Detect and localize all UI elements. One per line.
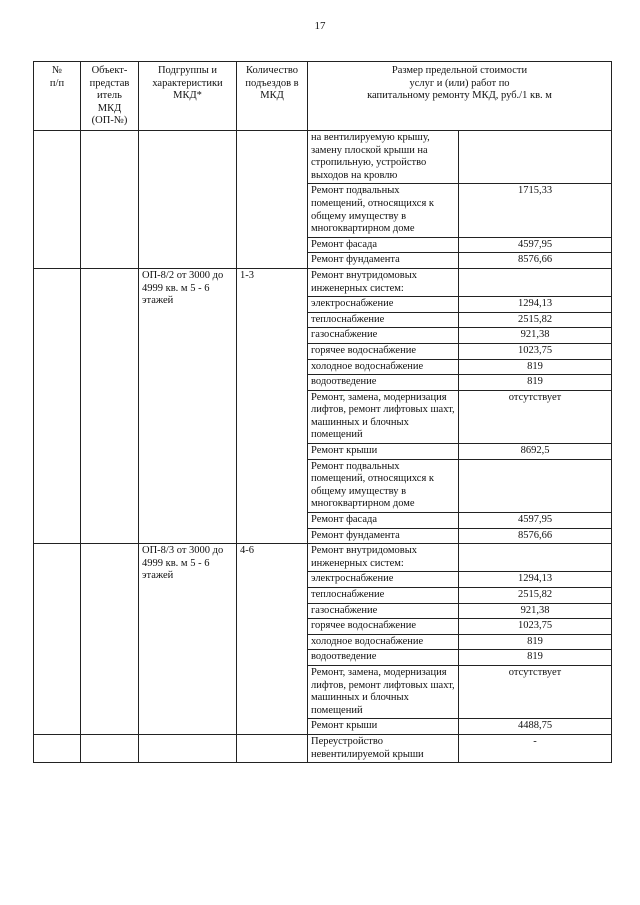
cell-value: 1023,75 — [459, 619, 612, 635]
cell-value: 4597,95 — [459, 237, 612, 253]
cell-work: Ремонт фасада — [308, 513, 459, 529]
cost-table — [33, 61, 612, 763]
cell-work: водоотведение — [308, 650, 459, 666]
cell-work: Ремонт внутридомовых инженерных систем: — [308, 544, 459, 572]
cell-value: 1715,33 — [459, 184, 612, 237]
cell-work: теплоснабжение — [308, 588, 459, 604]
cell-value: - — [459, 734, 612, 762]
cell-value: 2515,82 — [459, 312, 612, 328]
cell-work: Ремонт крыши — [308, 719, 459, 735]
cell-object — [81, 131, 139, 269]
cell-object — [81, 734, 139, 762]
header-subgroup — [139, 62, 237, 131]
cell-subgroup — [139, 734, 237, 762]
cell-work: Ремонт фундамента — [308, 253, 459, 269]
cell-value: 819 — [459, 359, 612, 375]
cell-value: 819 — [459, 634, 612, 650]
cell-value: 1023,75 — [459, 343, 612, 359]
header-entrances — [237, 62, 308, 131]
header-number-text: № п/п — [49, 65, 65, 89]
header-entrances-text: Количество подъездов в МКД — [245, 65, 299, 102]
cell-object — [81, 268, 139, 543]
cell-work: Переустройство невентилируемой крыши — [308, 734, 459, 762]
header-object-text: Объект- представ итель МКД (ОП-№) — [89, 65, 130, 127]
cell-work: Ремонт внутридомовых инженерных систем: — [308, 268, 459, 296]
cell-work: электроснабжение — [308, 572, 459, 588]
cell-work: Ремонт, замена, модернизация лифтов, ремонт лифтовых шахт, машинных и блочных помещений — [308, 390, 459, 443]
cell-value: 4597,95 — [459, 513, 612, 529]
cell-subgroup — [139, 131, 237, 269]
cell-work: Ремонт крыши — [308, 444, 459, 460]
header-number — [34, 62, 81, 131]
table-row — [34, 268, 612, 296]
cell-work: горячее водоснабжение — [308, 343, 459, 359]
cell-work: Ремонт подвальных помещений, относящихся к общему имуществу в многоквартирном доме — [308, 184, 459, 237]
cell-entrances — [237, 734, 308, 762]
cell-entrances: 4-6 — [237, 544, 308, 735]
cell-value: 8692,5 — [459, 444, 612, 460]
cell-entrances — [237, 131, 308, 269]
cell-value: 819 — [459, 375, 612, 391]
cell-object — [81, 544, 139, 735]
table-header — [34, 62, 612, 131]
cell-value — [459, 268, 612, 296]
cell-subgroup: ОП-8/2 от 3000 до 4999 кв. м 5 - 6 этажей — [139, 268, 237, 543]
cell-value: отсутствует — [459, 665, 612, 718]
cell-value: 819 — [459, 650, 612, 666]
header-cost-text: Размер предельной стоимости услуг и (или) работ по капитальному ремонту МКД, руб./1 кв. м — [367, 65, 552, 102]
cell-value: 8576,66 — [459, 528, 612, 544]
cell-work: горячее водоснабжение — [308, 619, 459, 635]
header-object — [81, 62, 139, 131]
header-subgroup-text: Подгруппы и характеристики МКД* — [152, 65, 223, 102]
page-number: 17 — [314, 20, 326, 32]
cell-value: 1294,13 — [459, 572, 612, 588]
table-row — [34, 544, 612, 572]
cell-value: 4488,75 — [459, 719, 612, 735]
cell-work: Ремонт фундамента — [308, 528, 459, 544]
cell-entrances: 1-3 — [237, 268, 308, 543]
cell-number — [34, 131, 81, 269]
cell-work: электроснабжение — [308, 297, 459, 313]
cell-work: Ремонт фасада — [308, 237, 459, 253]
cell-number — [34, 734, 81, 762]
cell-work: на вентилируемую крышу, замену плоской крыши на стропильную, устройство выходов на кровлю — [308, 131, 459, 184]
cell-value: 921,38 — [459, 603, 612, 619]
cell-work: газоснабжение — [308, 603, 459, 619]
cell-value: 2515,82 — [459, 588, 612, 604]
cell-value — [459, 544, 612, 572]
cell-value — [459, 131, 612, 184]
cell-work: Ремонт, замена, модернизация лифтов, ремонт лифтовых шахт, машинных и блочных помещений — [308, 665, 459, 718]
cell-work: Ремонт подвальных помещений, относящихся к общему имуществу в многоквартирном доме — [308, 459, 459, 512]
table-row — [34, 131, 612, 184]
cell-number — [34, 544, 81, 735]
cell-value: 921,38 — [459, 328, 612, 344]
cell-work: холодное водоснабжение — [308, 634, 459, 650]
cell-value — [459, 459, 612, 512]
header-cost — [308, 62, 612, 131]
table-body — [34, 131, 612, 763]
cell-value: 8576,66 — [459, 253, 612, 269]
cell-work: холодное водоснабжение — [308, 359, 459, 375]
cell-value: 1294,13 — [459, 297, 612, 313]
table-row — [34, 734, 612, 762]
cell-work: водоотведение — [308, 375, 459, 391]
cell-work: теплоснабжение — [308, 312, 459, 328]
cell-work: газоснабжение — [308, 328, 459, 344]
cell-subgroup: ОП-8/3 от 3000 до 4999 кв. м 5 - 6 этажей — [139, 544, 237, 735]
cell-number — [34, 268, 81, 543]
cell-value: отсутствует — [459, 390, 612, 443]
